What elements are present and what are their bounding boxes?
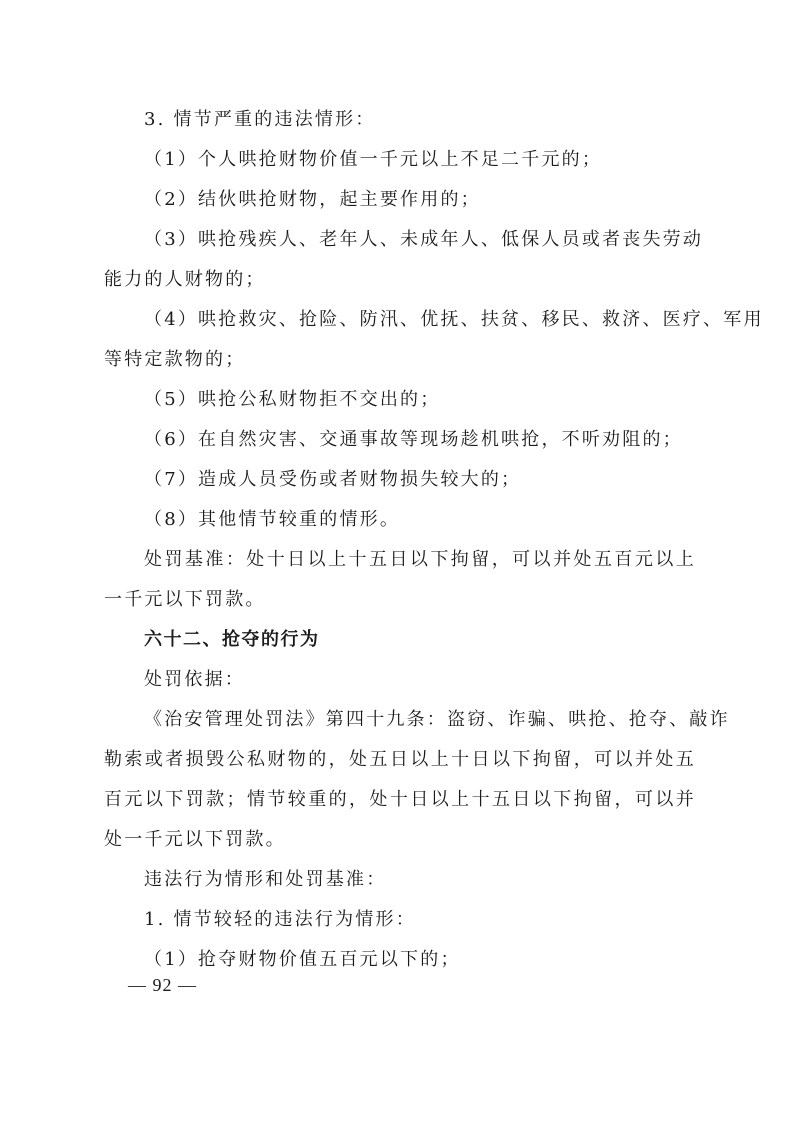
paragraph-penalty-line-2: 一千元以下罚款。 xyxy=(104,589,266,610)
paragraph-item-3-line-2: 能力的人财物的； xyxy=(104,269,266,290)
paragraph-item-4-line-1: （4）哄抢救灾、抢险、防汛、优抚、扶贫、移民、救济、医疗、军用 xyxy=(144,309,764,330)
paragraph-item-7: （7）造成人员受伤或者财物损失较大的； xyxy=(144,469,522,490)
paragraph-basis-label: 处罚依据： xyxy=(144,669,245,690)
paragraph-law-line-1: 《治安管理处罚法》第四十九条：盗窃、诈骗、哄抢、抢夺、敲诈 xyxy=(144,709,730,730)
paragraph-item-8: （8）其他情节较重的情形。 xyxy=(144,509,401,530)
paragraph-law-line-3: 百元以下罚款；情节较重的，处十日以上十五日以下拘留，可以并 xyxy=(104,789,696,810)
paragraph-serious-cases-title: 3. 情节严重的违法情形： xyxy=(144,109,376,130)
paragraph-minor-item-1: （1）抢夺财物价值五百元以下的； xyxy=(144,949,461,970)
paragraph-item-2: （2）结伙哄抢财物，起主要作用的； xyxy=(144,189,481,210)
paragraph-law-line-4: 处一千元以下罚款。 xyxy=(104,829,286,850)
paragraph-law-line-2: 勒索或者损毁公私财物的，处五日以上十日以下拘留，可以并处五 xyxy=(104,749,696,770)
section-heading: 六十二、抢夺的行为 xyxy=(144,629,320,650)
paragraph-item-6: （6）在自然灾害、交通事故等现场趁机哄抢，不听劝阻的； xyxy=(144,429,683,450)
paragraph-penalty-line-1: 处罚基准：处十日以上十五日以下拘留，可以并处五百元以上 xyxy=(144,549,696,570)
paragraph-item-5: （5）哄抢公私财物拒不交出的； xyxy=(144,389,441,410)
paragraph-item-4-line-2: 等特定款物的； xyxy=(104,349,246,370)
paragraph-item-1: （1）个人哄抢财物价值一千元以上不足二千元的； xyxy=(144,149,603,170)
paragraph-minor-cases-title: 1. 情节较轻的违法行为情形： xyxy=(144,909,416,930)
paragraph-item-3-line-1: （3）哄抢残疾人、老年人、未成年人、低保人员或者丧失劳动 xyxy=(144,229,704,250)
page-number: — 92 — xyxy=(128,975,197,995)
body-text xyxy=(104,100,764,980)
paragraph-cases-and-penalty-label: 违法行为情形和处罚基准： xyxy=(144,869,387,890)
